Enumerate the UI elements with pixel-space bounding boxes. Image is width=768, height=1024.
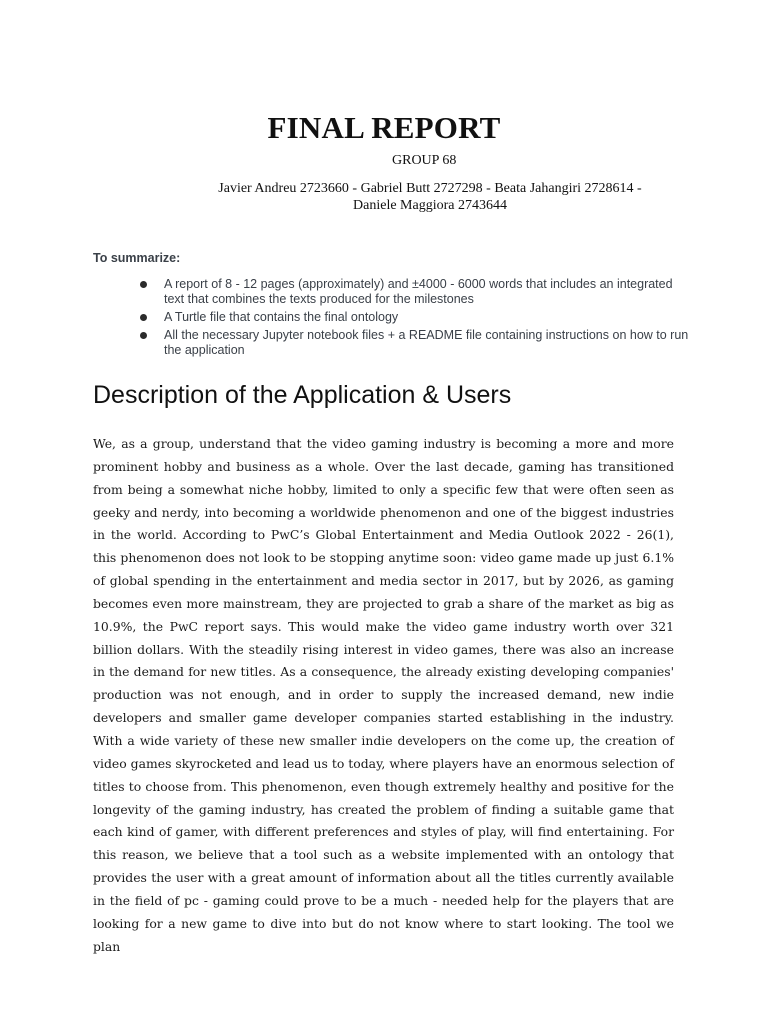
bullet-icon bbox=[140, 332, 147, 339]
group-label: GROUP 68 bbox=[392, 153, 457, 168]
authors bbox=[170, 180, 690, 214]
list-item bbox=[93, 277, 694, 307]
list-item-text: A Turtle file that contains the final ontology bbox=[164, 310, 399, 324]
bullet-icon bbox=[140, 281, 147, 288]
authors-line-1: Javier Andreu 2723660 - Gabriel Butt 2727298 - Beata Jahangiri 2728614 - bbox=[218, 181, 642, 196]
body-paragraph: We, as a group, understand that the video gaming industry is becoming a more and more prominent hobby and business as a whole. Over the last decade, gaming has transitioned from being a somewhat niche hobby, limited to only a specific few that were often seen as geeky and nerdy, into becoming a worldwide phenomenon and one of the biggest industries in the world. According to PwC’s Global Entertainment and Media Outlook 2022 - 26(1), this phenomenon does not look to be stopping anytime soon: video game made up just 6.1% of global spending in the entertainment and media sector in 2017, but by 2026, as gaming becomes even more mainstream, they are projected to grab a share of the market as big as 10.9%, the PwC report says. This would make the video game industry worth over 321 billion dollars. With the steadily rising interest in video games, there was also an increase in the demand for new titles. As a consequence, the already existing developing companies' production was not enough, and in order to supply the increased demand, new indie developers and smaller game developer companies started establishing in the industry. With a wide variety of these new smaller indie developers on the come up, the creation of video games skyrocketed and lead us to today, where players have an enormous selection of titles to choose from. This phenomenon, even though extremely healthy and positive for the longevity of the gaming industry, has created the problem of finding a suitable game that each kind of gamer, with different preferences and styles of play, will find entertaining. For this reason, we believe that a tool such as a website implemented with an ontology that provides the user with a great amount of information about all the titles currently available in the field of pc - gaming could prove to be a much - needed help for the players that are looking for a new game to dive into but do not know where to start looking. The tool we plan bbox=[93, 436, 674, 954]
bullet-icon bbox=[140, 314, 147, 321]
summary-section bbox=[93, 251, 693, 361]
list-item-text: All the necessary Jupyter notebook files + a README file containing instructions on how to run the application bbox=[164, 328, 689, 357]
report-title: FINAL REPORT bbox=[267, 110, 501, 145]
section-heading: Description of the Application & Users bbox=[93, 381, 512, 409]
list-item bbox=[93, 310, 694, 325]
authors-line-2: Daniele Maggiora 2743644 bbox=[353, 198, 507, 213]
summary-list bbox=[93, 277, 693, 358]
list-item bbox=[93, 328, 694, 358]
summary-heading: To summarize: bbox=[93, 251, 181, 265]
list-item-text: A report of 8 - 12 pages (approximately) and ±4000 - 6000 words that includes an integrated text that combines the texts produced for the milestones bbox=[164, 277, 673, 306]
